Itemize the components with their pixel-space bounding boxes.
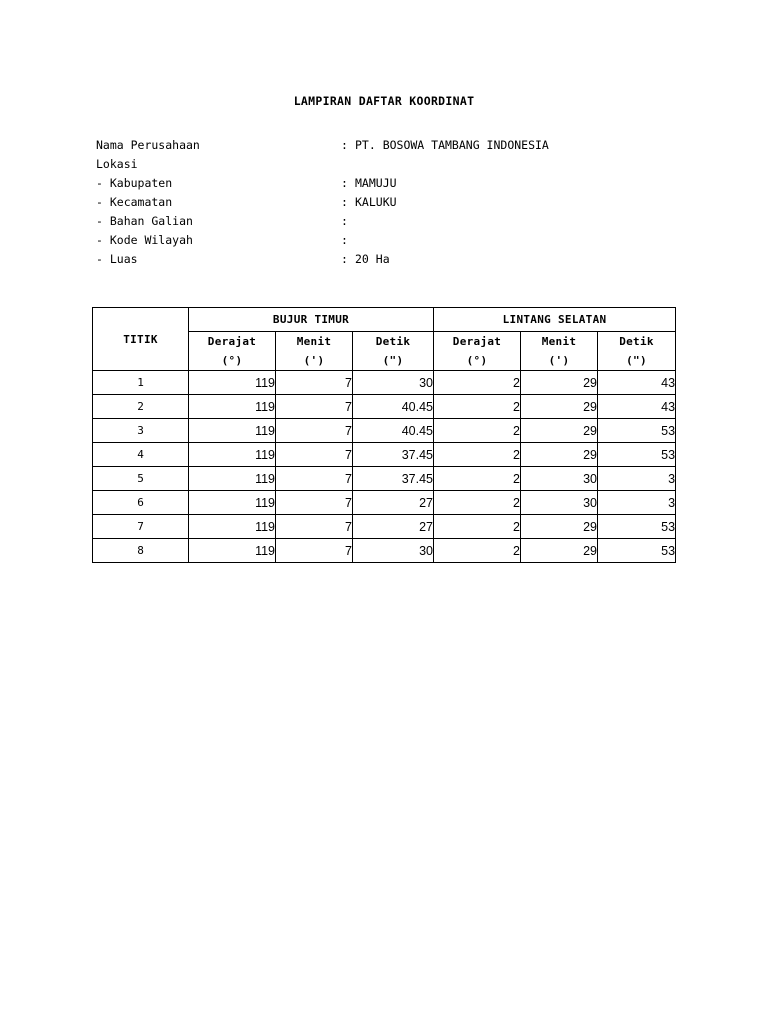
bujur-menit-header	[276, 332, 353, 371]
table-row	[93, 395, 676, 419]
bujur-detik-cell: 27	[353, 491, 434, 515]
info-colon: :	[341, 195, 348, 209]
table-row	[93, 467, 676, 491]
info-colon: :	[341, 252, 348, 266]
sub-header-name: Menit	[296, 335, 332, 348]
bujur-derajat-cell: 119	[189, 395, 276, 419]
lintang-derajat-cell: 2	[434, 467, 521, 491]
lintang-derajat-cell: 2	[434, 515, 521, 539]
lintang-menit-cell: 29	[521, 371, 598, 395]
lintang-menit-cell: 30	[521, 491, 598, 515]
titik-cell: 2	[93, 395, 189, 419]
lintang-detik-cell: 53	[598, 443, 676, 467]
bujur-detik-cell: 27	[353, 515, 434, 539]
bujur-derajat-cell: 119	[189, 539, 276, 563]
bujur-detik-cell: 37.45	[353, 467, 434, 491]
lintang-derajat-cell: 2	[434, 419, 521, 443]
sub-header-name: Detik	[619, 335, 654, 348]
bujur-menit-cell: 7	[276, 467, 353, 491]
bujur-detik-header	[353, 332, 434, 371]
lintang-derajat-cell: 2	[434, 443, 521, 467]
sub-header-name: Derajat	[452, 335, 502, 348]
info-label: - Kabupaten	[96, 176, 173, 190]
info-row-kabupaten	[96, 174, 549, 193]
info-row-kecamatan	[96, 193, 549, 212]
info-row-company	[96, 136, 549, 155]
titik-cell: 6	[93, 491, 189, 515]
lintang-menit-cell: 29	[521, 515, 598, 539]
bujur-derajat-cell: 119	[189, 371, 276, 395]
lintang-derajat-cell: 2	[434, 371, 521, 395]
info-row-lokasi	[96, 155, 549, 174]
lintang-derajat-cell: 2	[434, 395, 521, 419]
lintang-detik-cell: 53	[598, 419, 676, 443]
lintang-derajat-cell: 2	[434, 539, 521, 563]
bujur-menit-cell: 7	[276, 443, 353, 467]
lintang-menit-cell: 29	[521, 539, 598, 563]
table-row	[93, 443, 676, 467]
lintang-menit-cell: 29	[521, 395, 598, 419]
table-row	[93, 515, 676, 539]
bujur-derajat-cell: 119	[189, 419, 276, 443]
sub-header-unit: (°)	[221, 354, 243, 367]
table-row	[93, 491, 676, 515]
titik-header: TITIK	[93, 308, 189, 371]
bujur-menit-cell: 7	[276, 395, 353, 419]
titik-cell: 1	[93, 371, 189, 395]
info-colon: :	[341, 214, 348, 228]
sub-header-unit: (')	[303, 354, 325, 367]
lintang-detik-header	[598, 332, 676, 371]
lintang-menit-cell: 29	[521, 419, 598, 443]
bujur-menit-cell: 7	[276, 371, 353, 395]
info-value: KALUKU	[355, 195, 397, 209]
sub-header-name: Derajat	[207, 335, 257, 348]
bujur-derajat-cell: 119	[189, 491, 276, 515]
info-label: - Kode Wilayah	[96, 233, 193, 247]
table-row	[93, 539, 676, 563]
info-label: - Kecamatan	[96, 195, 173, 209]
lintang-menit-cell: 29	[521, 443, 598, 467]
bujur-menit-cell: 7	[276, 539, 353, 563]
sub-header-name: Menit	[541, 335, 577, 348]
bujur-detik-cell: 40.45	[353, 419, 434, 443]
info-colon: :	[341, 138, 348, 152]
table-row	[93, 371, 676, 395]
lintang-menit-header	[521, 332, 598, 371]
coordinates-table	[92, 307, 676, 563]
titik-cell: 7	[93, 515, 189, 539]
sub-header-unit: (°)	[466, 354, 488, 367]
info-row-luas	[96, 250, 549, 269]
sub-header-unit: (")	[626, 354, 647, 367]
bujur-menit-cell: 7	[276, 491, 353, 515]
info-label: - Luas	[96, 252, 138, 266]
bujur-detik-cell: 30	[353, 371, 434, 395]
lintang-derajat-cell: 2	[434, 491, 521, 515]
info-colon	[341, 155, 355, 174]
lintang-derajat-header	[434, 332, 521, 371]
titik-cell: 3	[93, 419, 189, 443]
info-row-kode-wilayah	[96, 231, 549, 250]
bujur-derajat-cell: 119	[189, 467, 276, 491]
titik-cell: 8	[93, 539, 189, 563]
sub-header-unit: (")	[382, 354, 404, 367]
bujur-menit-cell: 7	[276, 419, 353, 443]
info-value: 20 Ha	[355, 252, 390, 266]
info-value: PT. BOSOWA TAMBANG INDONESIA	[355, 138, 549, 152]
lintang-selatan-header: LINTANG SELATAN	[434, 308, 676, 332]
info-row-bahan-galian	[96, 212, 549, 231]
document-title: LAMPIRAN DAFTAR KOORDINAT	[293, 94, 475, 108]
info-label: Lokasi	[96, 157, 138, 171]
titik-cell: 5	[93, 467, 189, 491]
lintang-detik-cell: 53	[598, 539, 676, 563]
bujur-timur-header: BUJUR TIMUR	[189, 308, 434, 332]
lintang-detik-cell: 43	[598, 371, 676, 395]
info-colon: :	[341, 233, 348, 247]
lintang-detik-cell: 3	[598, 467, 676, 491]
lintang-detik-cell: 3	[598, 491, 676, 515]
lintang-detik-cell: 43	[598, 395, 676, 419]
lintang-menit-cell: 30	[521, 467, 598, 491]
table-row	[93, 419, 676, 443]
bujur-detik-cell: 30	[353, 539, 434, 563]
company-info	[96, 136, 549, 269]
group-header-row	[93, 308, 676, 332]
sub-header-unit: (')	[548, 354, 570, 367]
bujur-detik-cell: 40.45	[353, 395, 434, 419]
info-value: MAMUJU	[355, 176, 397, 190]
bujur-derajat-header	[189, 332, 276, 371]
info-label: - Bahan Galian	[96, 214, 193, 228]
bujur-detik-cell: 37.45	[353, 443, 434, 467]
sub-header-name: Detik	[375, 335, 411, 348]
info-colon: :	[341, 176, 348, 190]
titik-cell: 4	[93, 443, 189, 467]
bujur-derajat-cell: 119	[189, 443, 276, 467]
bujur-menit-cell: 7	[276, 515, 353, 539]
bujur-derajat-cell: 119	[189, 515, 276, 539]
lintang-detik-cell: 53	[598, 515, 676, 539]
info-label: Nama Perusahaan	[96, 138, 200, 152]
